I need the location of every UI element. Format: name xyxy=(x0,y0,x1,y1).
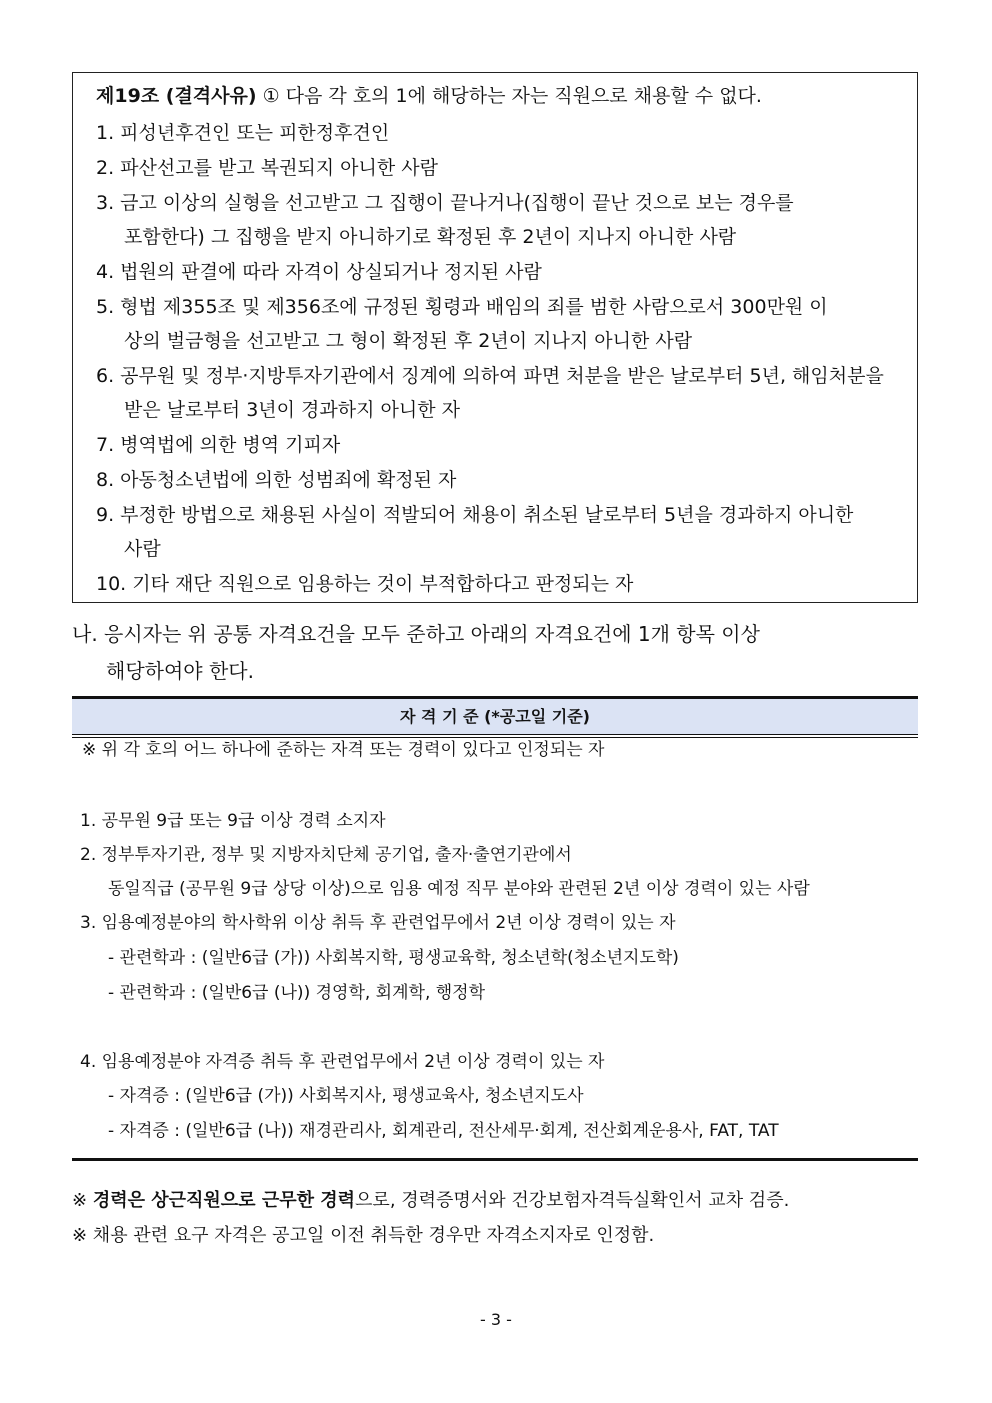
qualification-line-7: 4. 임용예정분야 자격증 취득 후 관련업무에서 2년 이상 경력이 있는 자 xyxy=(80,1052,605,1072)
article-item-10: 10. 기타 재단 직원으로 임용하는 것이 부적합하다고 판정되는 자 xyxy=(96,573,634,595)
note-career-prefix: ※ xyxy=(72,1190,93,1211)
article-19-heading xyxy=(96,84,762,108)
section-na-line-1: 나. 응시자는 위 공통 자격요건을 모두 준하고 아래의 자격요건에 1개 항목 이상 xyxy=(72,622,760,646)
qualification-line-3: 동일직급 (공무원 9급 상당 이상)으로 임용 예정 직무 분야와 관련된 2년 이상 경력이 있는 사람 xyxy=(108,879,810,899)
article-item-3-line-2: 포함한다) 그 집행을 받지 아니하기로 확정된 후 2년이 지나지 아니한 사람 xyxy=(124,226,737,248)
qualification-line-8: - 자격증 : (일반6급 (가)) 사회복지사, 평생교육사, 청소년지도사 xyxy=(108,1086,584,1106)
article-item-3-line-1: 3. 금고 이상의 실형을 선고받고 그 집행이 끝나거나(집행이 끝난 것으로 보는 경우를 xyxy=(96,192,794,214)
qualification-line-6: - 관련학과 : (일반6급 (나)) 경영학, 회계학, 행정학 xyxy=(108,983,486,1003)
page-number: - 3 - xyxy=(480,1310,512,1329)
article-item-8: 8. 아동청소년법에 의한 성범죄에 확정된 자 xyxy=(96,469,457,491)
qualification-line-9: - 자격증 : (일반6급 (나)) 재경관리사, 회계관리, 전산세무·회계, 전산회계운용사, FAT, TAT xyxy=(108,1121,779,1141)
article-19-title: 제19조 (결격사유) xyxy=(96,85,257,107)
article-item-6-line-2: 받은 날로부터 3년이 경과하지 아니한 자 xyxy=(124,399,460,421)
article-item-6-line-1: 6. 공무원 및 정부·지방투자기관에서 징계에 의하여 파면 처분을 받은 날로부터 5년, 해임처분을 xyxy=(96,365,884,387)
qualification-line-5: - 관련학과 : (일반6급 (가)) 사회복지학, 평생교육학, 청소년학(청소년지도학) xyxy=(108,948,679,968)
qualification-line-2: 2. 정부투자기관, 정부 및 지방자치단체 공기업, 출자·출연기관에서 xyxy=(80,845,572,865)
article-item-1: 1. 피성년후견인 또는 피한정후견인 xyxy=(96,122,390,144)
article-item-5-line-2: 상의 벌금형을 선고받고 그 형이 확정된 후 2년이 지나지 아니한 사람 xyxy=(124,330,693,352)
article-item-9-line-2: 사람 xyxy=(124,538,161,560)
qualification-note: ※ 위 각 호의 어느 하나에 준하는 자격 또는 경력이 있다고 인정되는 자 xyxy=(82,740,605,760)
section-na-line-2: 해당하여야 한다. xyxy=(106,659,254,683)
note-career xyxy=(72,1189,789,1213)
note-career-rest: 으로, 경력증명서와 건강보험자격득실확인서 교차 검증. xyxy=(355,1190,790,1211)
qualification-bottom-rule xyxy=(72,1158,918,1161)
article-item-4: 4. 법원의 판결에 따라 자격이 상실되거나 정지된 사람 xyxy=(96,261,542,283)
article-19-intro: ① 다음 각 호의 1에 해당하는 자는 직원으로 채용할 수 없다. xyxy=(262,85,762,107)
note-career-bold: 경력은 상근직원으로 근무한 경력 xyxy=(92,1190,356,1211)
article-item-7: 7. 병역법에 의한 병역 기피자 xyxy=(96,434,341,456)
note-qualification: ※ 채용 관련 요구 자격은 공고일 이전 취득한 경우만 자격소지자로 인정함. xyxy=(72,1225,655,1246)
article-item-5-line-1: 5. 형법 제355조 및 제356조에 규정된 횡령과 배임의 죄를 범한 사람으로서 300만원 이 xyxy=(96,296,828,318)
qualification-header: 자 격 기 준 (*공고일 기준) xyxy=(72,699,918,734)
article-item-9-line-1: 9. 부정한 방법으로 채용된 사실이 적발되어 채용이 취소된 날로부터 5년을 경과하지 아니한 xyxy=(96,504,854,526)
article-item-2: 2. 파산선고를 받고 복권되지 아니한 사람 xyxy=(96,157,438,179)
qualification-line-1: 1. 공무원 9급 또는 9급 이상 경력 소지자 xyxy=(80,811,386,831)
qualification-header-rule-1 xyxy=(72,734,918,735)
qualification-line-4: 3. 임용예정분야의 학사학위 이상 취득 후 관련업무에서 2년 이상 경력이 있는 자 xyxy=(80,913,676,933)
